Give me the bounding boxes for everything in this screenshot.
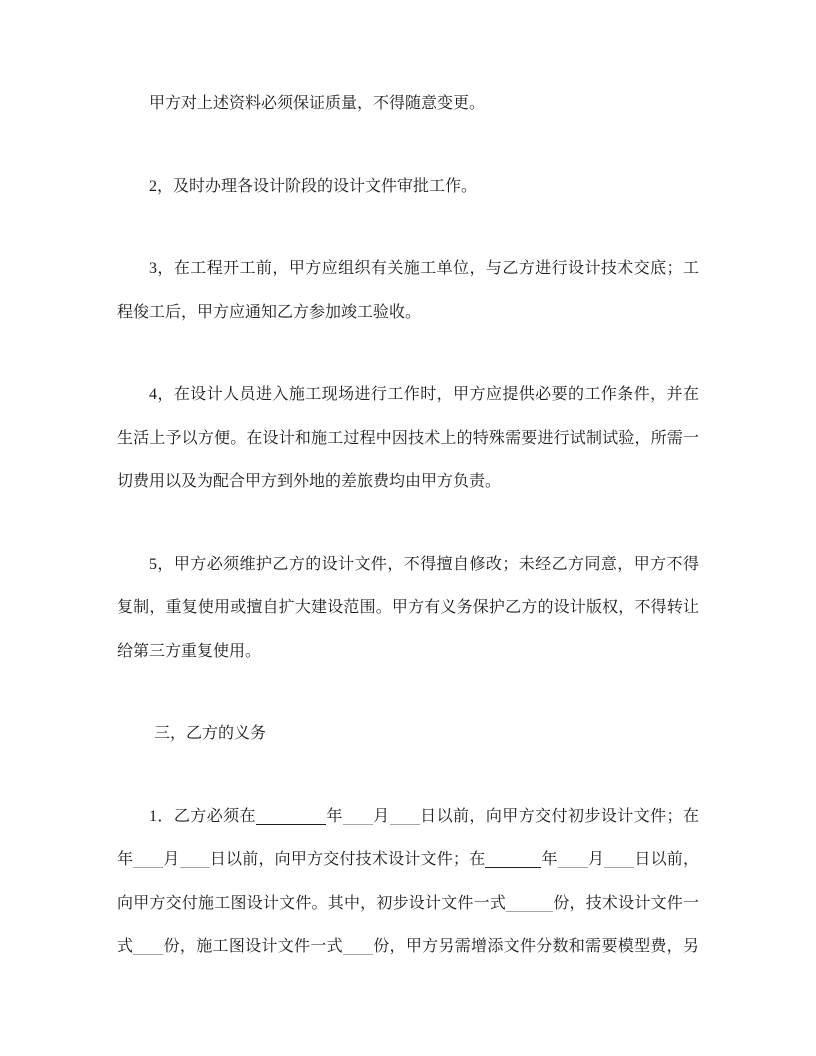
text-run: 2，及时办理各设计阶段的设计文件审批工作。 xyxy=(149,177,478,195)
text-run: 甲方对上述资料必须保证质量，不得随意变更。 xyxy=(149,95,486,112)
text-run: 日以前，向甲方交付施工图设计文件。其中，初步设计文件一式 xyxy=(117,851,699,912)
text-run: 月 xyxy=(163,851,180,868)
paragraph xyxy=(117,247,699,334)
fill-in-blank xyxy=(485,867,541,868)
paragraph xyxy=(117,373,699,504)
fill-in-blank xyxy=(390,824,420,825)
fill-in-blank xyxy=(133,867,163,868)
text-run: 份，施工图设计文件一式 xyxy=(163,938,343,955)
paragraph xyxy=(117,165,699,209)
text-run: 4，在设计人员进入施工现场进行工作时，甲方应提供必要的工作条件，并在生活上予以方便。在设计和施工过程中因技术上的特殊需要进行试制试验，所需一切费用以及为配合甲方到外地的差旅费均由甲方负责。 xyxy=(117,386,699,490)
fill-in-blank xyxy=(343,824,373,825)
fill-in-blank xyxy=(133,954,163,955)
text-run: 5，甲方必须维护乙方的设计文件，不得擅自修改；未经乙方同意，甲方不得复制，重复使用或擅自扩大建设范围。甲方有义务保护乙方的设计版权，不得转让给第三方重复使用。 xyxy=(117,555,699,660)
paragraph xyxy=(117,543,699,674)
text-run: 3，在工程开工前，甲方应组织有关施工单位，与乙方进行设计技术交底；工程俊工后，甲方应通知乙方参加竣工验收。 xyxy=(117,260,699,321)
text-run: 日以前，向甲方交付初步设计文件；在年 xyxy=(117,807,699,868)
fill-in-blank xyxy=(256,824,326,825)
contract-body xyxy=(117,82,699,969)
fill-in-blank xyxy=(506,911,553,912)
paragraph xyxy=(117,795,699,969)
text-run: 份，甲方另需增添文件分数和需要模型费，另 xyxy=(372,938,699,955)
section-heading xyxy=(117,712,699,756)
text-run: 1．乙方必须在 xyxy=(149,807,256,825)
fill-in-blank xyxy=(604,867,634,868)
fill-in-blank xyxy=(558,867,588,868)
fill-in-blank xyxy=(343,954,373,955)
text-run: 年 xyxy=(541,851,558,868)
text-run: 年 xyxy=(326,807,343,825)
text-run: 日以前，向甲方交付技术设计文件；在 xyxy=(209,851,486,868)
fill-in-blank xyxy=(180,867,210,868)
text-run: 月 xyxy=(372,807,390,825)
text-run: 月 xyxy=(587,851,605,868)
text-run: 份，技术设计文件一式 xyxy=(117,894,699,955)
text-run: 三，乙方的义务 xyxy=(154,725,267,742)
paragraph xyxy=(117,82,699,126)
